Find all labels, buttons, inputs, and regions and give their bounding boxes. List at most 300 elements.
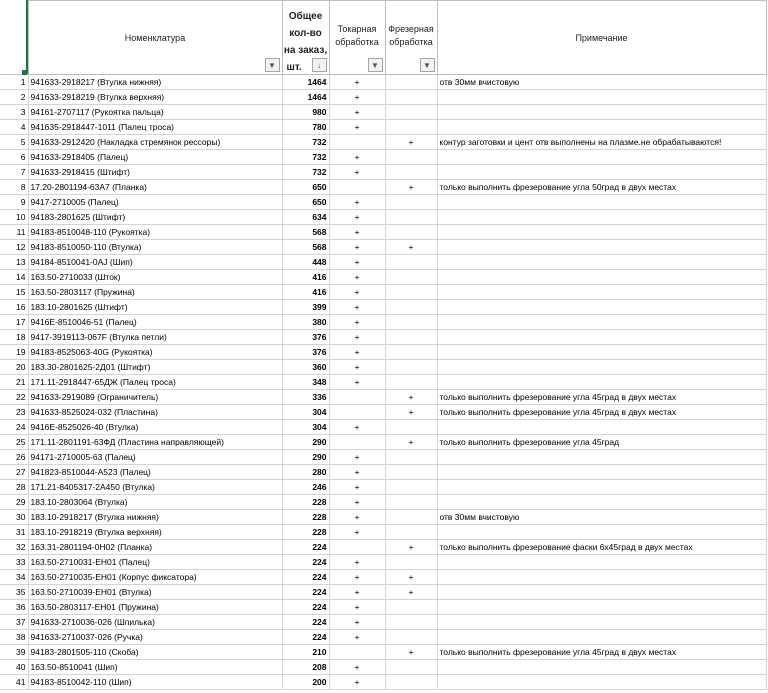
quantity-cell[interactable]: 224 [282,570,329,585]
part-name-cell[interactable]: 171.11-2801191-63ФД (Пластина направляющей) [28,435,282,450]
part-name-cell[interactable]: 171.21-8405317-2А450 (Втулка) [28,480,282,495]
turning-cell[interactable] [329,390,385,405]
note-cell[interactable] [437,270,766,285]
row-number[interactable]: 2 [0,90,28,105]
header-qty-line-3: на заказ, [283,45,328,56]
quantity-cell[interactable]: 650 [282,180,329,195]
milling-cell[interactable]: + [385,540,437,555]
quantity-cell[interactable]: 336 [282,390,329,405]
part-name-cell[interactable]: 163.50-2803117 (Пружина) [28,285,282,300]
turning-cell[interactable]: + [329,225,385,240]
milling-cell[interactable] [385,210,437,225]
turning-cell[interactable]: + [329,525,385,540]
milling-cell[interactable] [385,120,437,135]
quantity-cell[interactable]: 208 [282,660,329,675]
part-name-cell[interactable]: 94183-2801505-110 (Скоба) [28,645,282,660]
quantity-cell[interactable]: 732 [282,150,329,165]
filter-dropdown-icon[interactable]: ▼ [265,58,280,72]
turning-cell[interactable]: + [329,270,385,285]
part-name-cell[interactable]: 941633-2710036-026 (Шпилька) [28,615,282,630]
milling-cell[interactable] [385,420,437,435]
note-cell[interactable] [437,360,766,375]
row-number[interactable]: 32 [0,540,28,555]
milling-cell[interactable] [385,465,437,480]
table-row [0,405,766,420]
row-number[interactable]: 22 [0,390,28,405]
table-row [0,630,766,645]
turning-cell[interactable]: + [329,360,385,375]
note-cell[interactable] [437,600,766,615]
quantity-cell[interactable]: 399 [282,300,329,315]
table-row [0,375,766,390]
note-cell[interactable] [437,300,766,315]
row-number[interactable]: 38 [0,630,28,645]
quantity-cell[interactable]: 1464 [282,75,329,90]
turning-cell[interactable]: + [329,120,385,135]
row-number[interactable]: 24 [0,420,28,435]
quantity-cell[interactable]: 290 [282,435,329,450]
part-name-cell[interactable]: 171.11-2918447-65ДЖ (Палец троса) [28,375,282,390]
table-row [0,585,766,600]
turning-cell[interactable]: + [329,600,385,615]
milling-cell[interactable]: + [385,240,437,255]
turning-cell[interactable] [329,540,385,555]
quantity-cell[interactable]: 732 [282,135,329,150]
table-row [0,540,766,555]
row-number[interactable]: 41 [0,675,28,690]
milling-cell[interactable] [385,315,437,330]
milling-cell[interactable] [385,360,437,375]
table-row [0,495,766,510]
turning-cell[interactable]: + [329,465,385,480]
table-row [0,480,766,495]
table-row [0,555,766,570]
part-name-cell[interactable]: 94161-2707117 (Рукоятка пальца) [28,105,282,120]
filter-dropdown-icon[interactable]: ▼ [420,58,435,72]
row-number[interactable]: 7 [0,165,28,180]
milling-cell[interactable] [385,285,437,300]
table-row [0,525,766,540]
note-cell[interactable] [437,165,766,180]
row-number[interactable]: 36 [0,600,28,615]
row-number[interactable]: 16 [0,300,28,315]
note-cell[interactable] [437,120,766,135]
turning-cell[interactable]: + [329,165,385,180]
quantity-cell[interactable]: 348 [282,375,329,390]
milling-cell[interactable] [385,660,437,675]
row-number[interactable]: 6 [0,150,28,165]
part-name-cell[interactable]: 163.50-8510041 (Шип) [28,660,282,675]
turning-cell[interactable]: + [329,630,385,645]
milling-cell[interactable] [385,330,437,345]
turning-cell[interactable]: + [329,585,385,600]
table-row [0,570,766,585]
milling-cell[interactable] [385,495,437,510]
table-row [0,465,766,480]
table-row [0,510,766,525]
row-number[interactable]: 39 [0,645,28,660]
note-cell[interactable] [437,315,766,330]
note-cell[interactable]: только выполнить фрезерование фаски 6х45град в двух местах [437,540,766,555]
row-number[interactable]: 26 [0,450,28,465]
quantity-cell[interactable]: 224 [282,555,329,570]
note-cell[interactable] [437,615,766,630]
note-cell[interactable] [437,195,766,210]
milling-cell[interactable]: + [385,390,437,405]
note-cell[interactable] [437,675,766,690]
header-qty-line-4: шт. [286,62,302,73]
milling-cell[interactable] [385,615,437,630]
table-row [0,225,766,240]
quantity-cell[interactable]: 304 [282,405,329,420]
note-cell[interactable] [437,465,766,480]
row-number[interactable]: 27 [0,465,28,480]
table-row [0,105,766,120]
part-name-cell[interactable]: 9417-2710005 (Палец) [28,195,282,210]
quantity-cell[interactable]: 416 [282,270,329,285]
row-number[interactable]: 1 [0,75,28,90]
note-cell[interactable]: только выполнить фрезерование угла 50град в двух местах [437,180,766,195]
note-cell[interactable] [437,570,766,585]
row-number[interactable]: 15 [0,285,28,300]
select-all-corner[interactable] [0,0,27,75]
note-cell[interactable] [437,255,766,270]
header-milling-line-2: обработка [389,37,433,47]
note-cell[interactable]: только выполнить фрезерование угла 45град в двух местах [437,645,766,660]
table-row [0,450,766,465]
part-name-cell[interactable]: 183.10-2918219 (Втулка верхняя) [28,525,282,540]
sort-descending-icon[interactable]: ↓ [312,58,327,72]
turning-cell[interactable]: + [329,375,385,390]
quantity-cell[interactable]: 448 [282,255,329,270]
header-qty-line-1: Общее [288,11,323,22]
row-number[interactable]: 11 [0,225,28,240]
table-row [0,390,766,405]
part-name-cell[interactable]: 9416Е-8525026-40 (Втулка) [28,420,282,435]
milling-cell[interactable] [385,480,437,495]
table-row [0,285,766,300]
milling-cell[interactable] [385,525,437,540]
turning-cell[interactable] [329,645,385,660]
row-number[interactable]: 40 [0,660,28,675]
row-number[interactable]: 14 [0,270,28,285]
row-number[interactable]: 18 [0,330,28,345]
table-row [0,660,766,675]
part-name-cell[interactable]: 183.30-2801625-2Д01 (Штифт) [28,360,282,375]
part-name-cell[interactable]: 163.50-2710033 (Шток) [28,270,282,285]
quantity-cell[interactable]: 376 [282,345,329,360]
quantity-cell[interactable]: 416 [282,285,329,300]
part-name-cell[interactable]: 9417-3919113-067F (Втулка петли) [28,330,282,345]
row-number[interactable]: 5 [0,135,28,150]
turning-cell[interactable]: + [329,480,385,495]
table-row [0,600,766,615]
milling-cell[interactable] [385,90,437,105]
milling-cell[interactable]: + [385,180,437,195]
table-row [0,210,766,225]
row-number[interactable]: 19 [0,345,28,360]
part-name-cell[interactable]: 94183-8510048-110 (Рукоятка) [28,225,282,240]
note-cell[interactable] [437,345,766,360]
note-cell[interactable] [437,450,766,465]
row-number[interactable]: 21 [0,375,28,390]
quantity-cell[interactable]: 200 [282,675,329,690]
row-number[interactable]: 29 [0,495,28,510]
part-name-cell[interactable]: 17.20-2801194-63А7 (Планка) [28,180,282,195]
milling-cell[interactable]: + [385,135,437,150]
part-name-cell[interactable]: 941633-2710037-026 (Ручка) [28,630,282,645]
quantity-cell[interactable]: 732 [282,165,329,180]
milling-cell[interactable] [385,375,437,390]
table-row [0,675,766,690]
milling-cell[interactable] [385,675,437,690]
part-name-cell[interactable]: 941633-2918217 (Втулка нижняя) [28,75,282,90]
turning-cell[interactable]: + [329,420,385,435]
row-number[interactable]: 31 [0,525,28,540]
quantity-cell[interactable]: 360 [282,360,329,375]
row-number[interactable]: 17 [0,315,28,330]
turning-cell[interactable]: + [329,210,385,225]
note-cell[interactable] [437,480,766,495]
turning-cell[interactable]: + [329,495,385,510]
row-number[interactable]: 37 [0,615,28,630]
header-turning-line-1: Токарная [337,24,377,34]
note-cell[interactable] [437,90,766,105]
milling-cell[interactable] [385,510,437,525]
milling-cell[interactable] [385,75,437,90]
row-number[interactable]: 8 [0,180,28,195]
turning-cell[interactable]: + [329,675,385,690]
part-name-cell[interactable]: 163.31-2801194-0Н02 (Планка) [28,540,282,555]
quantity-cell[interactable]: 650 [282,195,329,210]
turning-cell[interactable]: + [329,90,385,105]
turning-cell[interactable]: + [329,570,385,585]
note-cell[interactable] [437,225,766,240]
turning-cell[interactable]: + [329,555,385,570]
note-cell[interactable] [437,330,766,345]
part-name-cell[interactable]: 94183-8510050-110 (Втулка) [28,240,282,255]
row-number[interactable]: 28 [0,480,28,495]
milling-cell[interactable]: + [385,585,437,600]
header-name-label: Номенклатура [124,32,186,43]
part-name-cell[interactable]: 941823-8510044-А523 (Палец) [28,465,282,480]
part-name-cell[interactable]: 941633-2912420 (Накладка стремянок рессоры) [28,135,282,150]
quantity-cell[interactable]: 780 [282,120,329,135]
turning-cell[interactable] [329,405,385,420]
part-name-cell[interactable]: 94183-8525063-40G (Рукоятка) [28,345,282,360]
note-cell[interactable] [437,525,766,540]
quantity-cell[interactable]: 228 [282,510,329,525]
note-cell[interactable] [437,630,766,645]
note-cell[interactable]: контур заготовки и цент отв выполнены на плазме.не обрабатываются! [437,135,766,150]
part-name-cell[interactable]: 163.50-2803117-ЕН01 (Пружина) [28,600,282,615]
header-note[interactable] [437,1,766,75]
note-cell[interactable]: только выполнить фрезерование угла 45град в двух местах [437,390,766,405]
header-name[interactable] [28,1,282,75]
turning-cell[interactable]: + [329,450,385,465]
quantity-cell[interactable]: 246 [282,480,329,495]
note-cell[interactable] [437,375,766,390]
quantity-cell[interactable]: 224 [282,600,329,615]
row-number[interactable]: 30 [0,510,28,525]
milling-cell[interactable] [385,105,437,120]
quantity-cell[interactable]: 568 [282,225,329,240]
quantity-cell[interactable]: 224 [282,630,329,645]
turning-cell[interactable]: + [329,315,385,330]
milling-cell[interactable]: + [385,435,437,450]
row-number[interactable]: 12 [0,240,28,255]
part-name-cell[interactable]: 9416Е-8510046-51 (Палец) [28,315,282,330]
part-name-cell[interactable]: 94183-8510042-110 (Шип) [28,675,282,690]
row-number[interactable]: 13 [0,255,28,270]
quantity-cell[interactable]: 290 [282,450,329,465]
quantity-cell[interactable]: 228 [282,525,329,540]
table-row [0,300,766,315]
turning-cell[interactable]: + [329,345,385,360]
quantity-cell[interactable]: 224 [282,540,329,555]
quantity-cell[interactable]: 1464 [282,90,329,105]
part-name-cell[interactable]: 941633-2918219 (Втулка верхняя) [28,90,282,105]
milling-cell[interactable] [385,270,437,285]
part-name-cell[interactable]: 183.10-2801625 (Штифт) [28,300,282,315]
filter-dropdown-icon[interactable]: ▼ [368,58,383,72]
note-cell[interactable] [437,240,766,255]
milling-cell[interactable] [385,345,437,360]
quantity-cell[interactable]: 380 [282,315,329,330]
milling-cell[interactable] [385,150,437,165]
table-row [0,315,766,330]
part-name-cell[interactable]: 183.10-2918217 (Втулка нижняя) [28,510,282,525]
milling-cell[interactable] [385,195,437,210]
quantity-cell[interactable]: 376 [282,330,329,345]
header-turning[interactable] [329,1,385,75]
quantity-cell[interactable]: 280 [282,465,329,480]
turning-cell[interactable]: + [329,240,385,255]
milling-cell[interactable]: + [385,405,437,420]
turning-cell[interactable]: + [329,300,385,315]
part-name-cell[interactable]: 941633-2919089 (Ограничитель) [28,390,282,405]
row-number[interactable]: 3 [0,105,28,120]
quantity-cell[interactable]: 210 [282,645,329,660]
row-number[interactable]: 10 [0,210,28,225]
milling-cell[interactable] [385,630,437,645]
quantity-cell[interactable]: 634 [282,210,329,225]
milling-cell[interactable] [385,165,437,180]
note-cell[interactable] [437,105,766,120]
part-name-cell[interactable]: 163.50-2710035-ЕН01 (Корпус фиксатора) [28,570,282,585]
turning-cell[interactable]: + [329,105,385,120]
part-name-cell[interactable]: 941633-2918405 (Палец) [28,150,282,165]
milling-cell[interactable] [385,300,437,315]
part-name-cell[interactable]: 163.50-2710039-ЕН01 (Втулка) [28,585,282,600]
milling-cell[interactable] [385,225,437,240]
turning-cell[interactable]: + [329,660,385,675]
header-qty-line-2: кол-во [289,28,322,39]
part-name-cell[interactable]: 163.50-2710031-ЕН01 (Палец) [28,555,282,570]
turning-cell[interactable] [329,435,385,450]
table-row [0,330,766,345]
table-row [0,345,766,360]
quantity-cell[interactable]: 224 [282,585,329,600]
turning-cell[interactable]: + [329,255,385,270]
note-cell[interactable] [437,585,766,600]
row-number[interactable]: 23 [0,405,28,420]
table-row [0,270,766,285]
row-number[interactable]: 4 [0,120,28,135]
part-name-cell[interactable]: 941635-2918447-1011 (Палец троса) [28,120,282,135]
row-number[interactable]: 20 [0,360,28,375]
header-milling-line-1: Фрезерная [388,24,434,34]
note-cell[interactable]: отв 30мм вчистовую [437,510,766,525]
row-number[interactable]: 25 [0,435,28,450]
turning-cell[interactable] [329,180,385,195]
milling-cell[interactable]: + [385,570,437,585]
turning-cell[interactable]: + [329,195,385,210]
turning-cell[interactable]: + [329,150,385,165]
note-cell[interactable] [437,150,766,165]
note-cell[interactable] [437,495,766,510]
part-name-cell[interactable]: 183.10-2803064 (Втулка) [28,495,282,510]
turning-cell[interactable] [329,135,385,150]
row-number[interactable]: 35 [0,585,28,600]
quantity-cell[interactable]: 980 [282,105,329,120]
milling-cell[interactable] [385,600,437,615]
part-name-cell[interactable]: 94183-2801625 (Штифт) [28,210,282,225]
table-row [0,195,766,210]
turning-cell[interactable]: + [329,75,385,90]
quantity-cell[interactable]: 228 [282,495,329,510]
milling-cell[interactable]: + [385,645,437,660]
quantity-cell[interactable]: 304 [282,420,329,435]
note-cell[interactable] [437,420,766,435]
turning-cell[interactable]: + [329,285,385,300]
note-cell[interactable] [437,210,766,225]
turning-cell[interactable]: + [329,615,385,630]
table-row [0,360,766,375]
quantity-cell[interactable]: 568 [282,240,329,255]
table-row [0,180,766,195]
header-turning-line-2: обработка [335,37,379,47]
note-cell[interactable]: только выполнить фрезерование угла 45град [437,435,766,450]
part-name-cell[interactable]: 941633-2918415 (Штифт) [28,165,282,180]
note-cell[interactable]: только выполнить фрезерование угла 45град в двух местах [437,405,766,420]
note-cell[interactable] [437,285,766,300]
part-name-cell[interactable]: 94184-8510041-0АJ (Шип) [28,255,282,270]
table-row [0,255,766,270]
header-qty[interactable] [282,1,329,75]
note-cell[interactable] [437,555,766,570]
milling-cell[interactable] [385,450,437,465]
part-name-cell[interactable]: 941633-8525024-032 (Пластина) [28,405,282,420]
row-number[interactable]: 33 [0,555,28,570]
turning-cell[interactable]: + [329,330,385,345]
table-row [0,420,766,435]
table-row [0,240,766,255]
part-name-cell[interactable]: 94171-2710005-63 (Палец) [28,450,282,465]
quantity-cell[interactable]: 224 [282,615,329,630]
header-milling[interactable] [385,1,437,75]
row-number[interactable]: 34 [0,570,28,585]
note-cell[interactable]: отв 30мм вчистовую [437,75,766,90]
milling-cell[interactable] [385,555,437,570]
table-row [0,615,766,630]
note-cell[interactable] [437,660,766,675]
milling-cell[interactable] [385,255,437,270]
turning-cell[interactable]: + [329,510,385,525]
active-cell-border [26,0,28,74]
table-row [0,645,766,660]
row-number[interactable]: 9 [0,195,28,210]
